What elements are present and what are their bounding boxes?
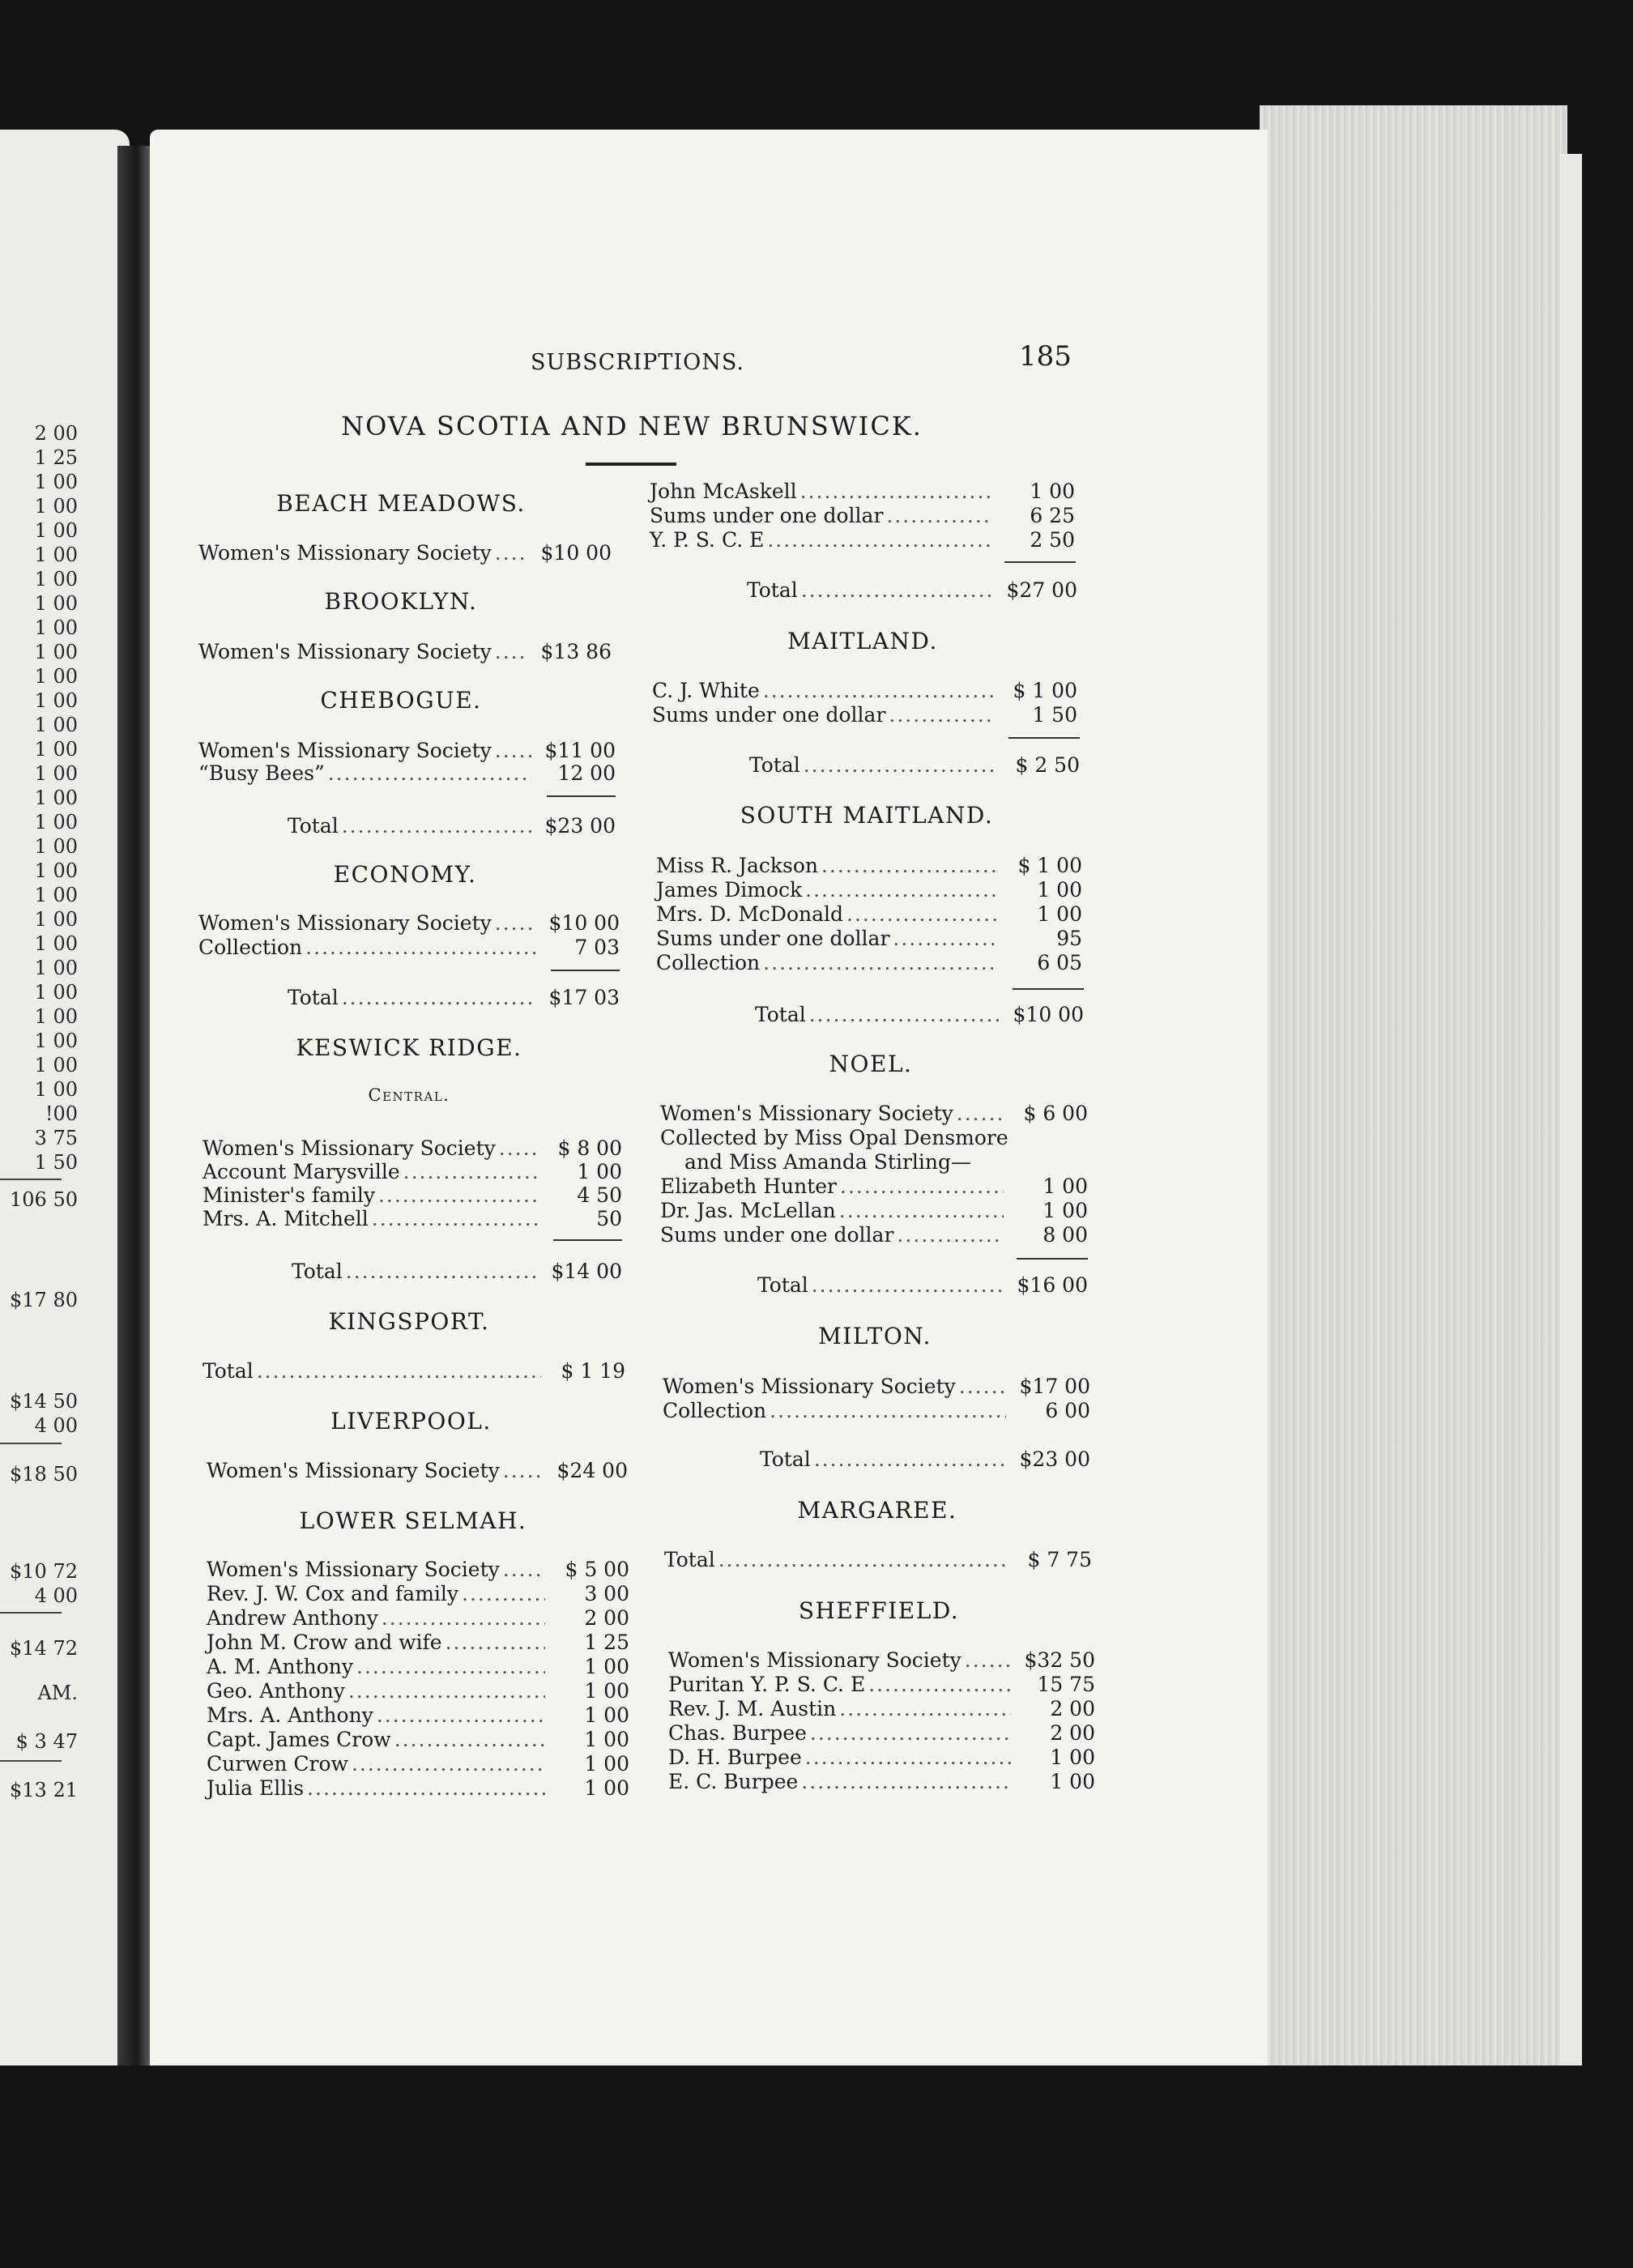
entry-row — [207, 1776, 629, 1801]
entry-amount: 8 00 — [1042, 1223, 1088, 1247]
total-amount: $ 2 50 — [1015, 753, 1080, 777]
page-title: NOVA SCOTIA AND NEW BRUNSWICK. — [341, 411, 923, 441]
left-amount: 2 00 — [34, 422, 78, 445]
entry-name: Women's Missionary Society — [660, 1102, 953, 1125]
entry-row — [203, 1183, 622, 1208]
entry-name: Sums under one dollar — [650, 504, 884, 527]
entry-amount: 1 25 — [584, 1631, 629, 1654]
entry-amount: $32 50 — [1024, 1648, 1095, 1672]
entry-amount: 1 00 — [1037, 902, 1082, 926]
left-total: 106 50 — [10, 1188, 78, 1211]
entry-amount: 2 50 — [1030, 528, 1075, 552]
left-amount: 1 00 — [34, 932, 78, 955]
entry-amount: $10 00 — [540, 541, 612, 565]
total-row — [288, 986, 620, 1010]
entry-row — [207, 1631, 629, 1655]
entry-row — [207, 1606, 629, 1631]
entry-row — [203, 1136, 622, 1161]
left-amount: 1 00 — [34, 884, 78, 906]
entry-row — [668, 1770, 1095, 1794]
total-label: Total — [760, 1447, 811, 1471]
entry-row — [207, 1582, 629, 1606]
total-label: Total — [747, 578, 798, 602]
sum-rule — [551, 970, 620, 971]
entry-amount: 15 75 — [1037, 1673, 1095, 1696]
entry-name: Women's Missionary Society — [207, 1558, 500, 1581]
left-sum-rule — [0, 1612, 62, 1614]
entry-amount: 1 00 — [584, 1728, 629, 1751]
entry-row — [207, 1703, 629, 1728]
left-amount: 1 00 — [34, 616, 78, 639]
entry-amount: $ 1 19 — [561, 1359, 625, 1383]
entry-row — [656, 878, 1082, 902]
entry-row — [207, 1655, 629, 1679]
total-amount: $23 00 — [1019, 1447, 1090, 1471]
section-heading: MILTON. — [818, 1323, 932, 1349]
entry-row — [198, 761, 616, 786]
cover-edge — [1559, 154, 1582, 2066]
sum-rule — [1017, 1258, 1088, 1260]
left-total: $18 50 — [10, 1463, 78, 1486]
section-heading: KINGSPORT. — [328, 1308, 490, 1335]
entry-amount: $ 1 00 — [1017, 854, 1082, 877]
left-amount: 1 00 — [34, 957, 78, 979]
left-total: $ 3 47 — [15, 1730, 78, 1753]
entry-name: Andrew Anthony — [207, 1606, 378, 1630]
title-rule — [586, 463, 676, 466]
section-heading: LIVERPOOL. — [330, 1408, 492, 1435]
entry-amount: $ 7 75 — [1027, 1548, 1092, 1571]
left-amount: 1 00 — [34, 1005, 78, 1028]
entry-row — [198, 739, 616, 763]
entry-amount: 2 00 — [1050, 1697, 1095, 1720]
entry-name: Women's Missionary Society — [663, 1375, 956, 1398]
entry-amount: 1 50 — [1032, 703, 1077, 727]
entry-amount: 1 00 — [1042, 1199, 1088, 1222]
section-heading: MARGAREE. — [797, 1497, 957, 1524]
entry-name: D. H. Burpee — [668, 1746, 802, 1769]
entry-row — [668, 1746, 1095, 1770]
total-amount: $23 00 — [544, 814, 616, 838]
section-heading: CHEBOGUE. — [320, 687, 482, 714]
left-amount: 1 00 — [34, 519, 78, 542]
sum-rule — [553, 1239, 622, 1241]
entry-name: Elizabeth Hunter — [660, 1174, 838, 1198]
section-subheading: Central. — [368, 1085, 450, 1105]
total-amount: $17 03 — [548, 986, 620, 1009]
left-amount: !00 — [45, 1102, 78, 1125]
entry-amount: 6 25 — [1030, 504, 1075, 527]
entry-amount: 6 05 — [1037, 951, 1082, 974]
entry-amount: 95 — [1056, 927, 1082, 950]
entry-name: Sums under one dollar — [656, 927, 890, 950]
entry-name: Minister's family — [203, 1183, 375, 1207]
total-label: Total — [292, 1260, 343, 1283]
left-total: $13 21 — [10, 1779, 78, 1801]
entry-name: Women's Missionary Society — [198, 541, 492, 565]
left-sum-rule — [0, 1443, 62, 1444]
left-amount: 1 00 — [34, 738, 78, 761]
total-row — [292, 1260, 622, 1284]
entry-row — [652, 703, 1077, 727]
entry-amount: 1 00 — [577, 1160, 622, 1183]
section-heading: NOEL. — [829, 1051, 913, 1077]
entry-name: E. C. Burpee — [668, 1770, 799, 1793]
total-amount: $14 00 — [551, 1260, 622, 1283]
entry-row — [668, 1697, 1095, 1721]
entry-amount: $13 86 — [540, 640, 612, 663]
entry-row — [650, 504, 1075, 528]
left-amount: 1 00 — [34, 1078, 78, 1101]
entry-name: John McAskell — [650, 480, 797, 503]
entry-row — [660, 1102, 1088, 1126]
entry-name: Geo. Anthony — [207, 1679, 345, 1703]
total-row — [749, 753, 1080, 778]
entry-name: Women's Missionary Society — [198, 640, 492, 663]
section-heading: BEACH MEADOWS. — [276, 490, 526, 517]
left-total: 4 00 — [34, 1584, 78, 1607]
left-amount: 1 00 — [34, 859, 78, 882]
entry-amount: 1 00 — [1050, 1770, 1095, 1793]
entry-name: Mrs. A. Anthony — [207, 1703, 373, 1727]
left-amount: 1 00 — [34, 471, 78, 493]
section-heading: SOUTH MAITLAND. — [740, 802, 994, 829]
entry-row — [664, 1548, 1092, 1572]
sum-rule — [547, 795, 616, 797]
left-amount: 1 00 — [34, 908, 78, 931]
note-line — [660, 1126, 1088, 1150]
section-heading: ECONOMY. — [333, 861, 477, 888]
total-row — [755, 1003, 1084, 1027]
entry-amount: 1 00 — [1042, 1174, 1088, 1198]
entry-row — [203, 1160, 622, 1184]
left-amount: 1 00 — [34, 787, 78, 809]
entry-name: Y. P. S. C. E — [650, 528, 765, 552]
entry-name: C. J. White — [652, 679, 760, 702]
total-label: Total — [288, 986, 339, 1009]
entry-row — [660, 1199, 1088, 1223]
section-heading: SHEFFIELD. — [798, 1597, 960, 1624]
entry-name: Rev. J. M. Austin — [668, 1697, 837, 1720]
total-label: Total — [749, 753, 800, 777]
left-total: $14 50 — [10, 1390, 78, 1413]
entry-name: Rev. J. W. Cox and family — [207, 1582, 459, 1605]
sum-rule — [1004, 561, 1076, 563]
entry-row — [668, 1673, 1095, 1697]
left-amount: 1 00 — [34, 665, 78, 688]
entry-amount: 1 00 — [584, 1655, 629, 1678]
entry-row — [207, 1558, 629, 1582]
left-amount: 1 00 — [34, 1030, 78, 1052]
left-amount: 1 00 — [34, 1054, 78, 1076]
section-heading: KESWICK RIDGE. — [296, 1034, 522, 1061]
entry-name: Account Marysville — [203, 1160, 400, 1183]
entry-name: Women's Missionary Society — [207, 1459, 500, 1482]
section-heading: BROOKLYN. — [324, 588, 478, 615]
left-amount: 3 75 — [34, 1127, 78, 1149]
left-amount: 1 00 — [34, 714, 78, 736]
entry-name: Dr. Jas. McLellan — [660, 1199, 836, 1222]
entry-amount: $ 6 00 — [1023, 1102, 1088, 1125]
entry-row — [656, 951, 1082, 975]
entry-name: Women's Missionary Society — [203, 1136, 496, 1160]
entry-amount: $ 8 00 — [557, 1136, 622, 1160]
entry-amount: $11 00 — [544, 739, 616, 762]
left-amount: 1 25 — [34, 446, 78, 469]
left-sum-rule — [0, 1179, 62, 1180]
sum-rule — [1008, 737, 1080, 739]
entry-name: Sums under one dollar — [652, 703, 886, 727]
entry-row — [203, 1207, 622, 1231]
entry-amount: 1 00 — [584, 1776, 629, 1800]
entry-name: Women's Missionary Society — [668, 1648, 961, 1672]
running-head: SUBSCRIPTIONS. — [531, 350, 744, 375]
entry-amount: $10 00 — [548, 911, 620, 935]
entry-amount: $24 00 — [556, 1459, 628, 1482]
entry-row — [663, 1399, 1090, 1423]
entry-amount: 6 00 — [1045, 1399, 1090, 1422]
left-amount: 1 00 — [34, 811, 78, 833]
entry-row — [656, 854, 1082, 878]
left-amount: 1 00 — [34, 689, 78, 712]
total-amount: $27 00 — [1006, 578, 1077, 602]
left-section-fragment: AM. — [37, 1682, 78, 1704]
entry-row — [207, 1728, 629, 1752]
entry-name: Miss R. Jackson — [656, 854, 818, 877]
left-amount: 1 50 — [34, 1151, 78, 1174]
total-row — [288, 814, 616, 838]
entry-name: Total — [203, 1359, 254, 1383]
entry-name: Curwen Crow — [207, 1752, 348, 1776]
entry-amount: 4 50 — [577, 1183, 622, 1207]
entry-amount: $ 5 00 — [565, 1558, 629, 1581]
left-amount: 1 00 — [34, 835, 78, 858]
entry-row — [207, 1679, 629, 1703]
entry-name: “Busy Bees” — [198, 761, 325, 785]
entry-row — [656, 927, 1082, 951]
note-text: Collected by Miss Opal Densmore — [660, 1126, 1008, 1149]
entry-name: Julia Ellis — [207, 1776, 305, 1800]
entry-row — [198, 640, 612, 664]
section-heading: MAITLAND. — [787, 628, 938, 654]
left-sum-rule — [0, 1760, 62, 1762]
entry-name: Puritan Y. P. S. C. E — [668, 1673, 866, 1696]
total-label: Total — [757, 1273, 808, 1297]
entry-row — [650, 528, 1075, 552]
entry-amount: 2 00 — [584, 1606, 629, 1630]
entry-amount: 1 00 — [584, 1679, 629, 1703]
entry-name: Capt. James Crow — [207, 1728, 391, 1751]
left-amount: 1 00 — [34, 568, 78, 590]
total-label: Total — [288, 814, 339, 838]
book-gutter — [117, 146, 150, 2066]
entry-row — [668, 1648, 1095, 1673]
entry-row — [207, 1459, 628, 1483]
entry-name: Collection — [663, 1399, 767, 1422]
entry-name: Mrs. A. Mitchell — [203, 1207, 369, 1230]
entry-name: John M. Crow and wife — [207, 1631, 442, 1654]
entry-row — [652, 679, 1077, 703]
left-total: 4 00 — [34, 1414, 78, 1437]
entry-name: Total — [664, 1548, 715, 1571]
entry-row — [663, 1375, 1090, 1399]
entry-amount: $17 00 — [1019, 1375, 1090, 1398]
entry-name: Sums under one dollar — [660, 1223, 894, 1247]
entry-amount: 1 00 — [1037, 878, 1082, 902]
entry-name: Women's Missionary Society — [198, 911, 492, 935]
entry-row — [198, 541, 612, 565]
total-row — [760, 1447, 1090, 1472]
entry-name: James Dimock — [656, 878, 803, 902]
total-label: Total — [755, 1003, 806, 1026]
entry-row — [656, 902, 1082, 927]
left-total: $17 80 — [10, 1289, 78, 1311]
total-amount: $10 00 — [1013, 1003, 1084, 1026]
entry-name: Collection — [656, 951, 761, 974]
entry-amount: $ 1 00 — [1013, 679, 1077, 702]
left-total: $14 72 — [10, 1637, 78, 1660]
left-amount: 1 00 — [34, 592, 78, 615]
sum-rule — [1013, 988, 1084, 990]
entry-row — [198, 911, 620, 936]
entry-amount: 50 — [596, 1207, 622, 1230]
left-amount: 1 00 — [34, 762, 78, 785]
entry-row — [207, 1752, 629, 1776]
left-amount: 1 00 — [34, 641, 78, 663]
entry-amount: 3 00 — [584, 1582, 629, 1605]
entry-name: Collection — [198, 936, 303, 959]
entry-row — [660, 1174, 1088, 1199]
entry-name: Mrs. D. McDonald — [656, 902, 844, 926]
entry-amount: 2 00 — [1050, 1721, 1095, 1745]
entry-row — [650, 480, 1075, 504]
entry-name: Women's Missionary Society — [198, 739, 492, 762]
page-edges — [1260, 105, 1567, 2066]
total-row — [747, 578, 1077, 603]
entry-name: A. M. Anthony — [207, 1655, 354, 1678]
entry-row — [198, 936, 620, 960]
entry-amount: 12 00 — [557, 761, 616, 785]
entry-row — [203, 1359, 625, 1383]
left-amount: 1 00 — [34, 981, 78, 1004]
entry-amount: 1 00 — [584, 1703, 629, 1727]
entry-name: Chas. Burpee — [668, 1721, 807, 1745]
section-heading: LOWER SELMAH. — [299, 1507, 527, 1534]
entry-row — [660, 1223, 1088, 1247]
total-row — [757, 1273, 1088, 1298]
entry-row — [668, 1721, 1095, 1746]
entry-amount: 1 00 — [1030, 480, 1075, 503]
entry-amount: 7 03 — [574, 936, 620, 959]
page-number: 185 — [1019, 340, 1072, 373]
note-line — [684, 1150, 1088, 1174]
total-amount: $16 00 — [1017, 1273, 1088, 1297]
left-amount: 1 00 — [34, 495, 78, 518]
entry-amount: 1 00 — [1050, 1746, 1095, 1769]
left-total: $10 72 — [10, 1560, 78, 1583]
note-text: and Miss Amanda Stirling— — [684, 1150, 971, 1174]
entry-amount: 1 00 — [584, 1752, 629, 1776]
left-amount: 1 00 — [34, 544, 78, 566]
